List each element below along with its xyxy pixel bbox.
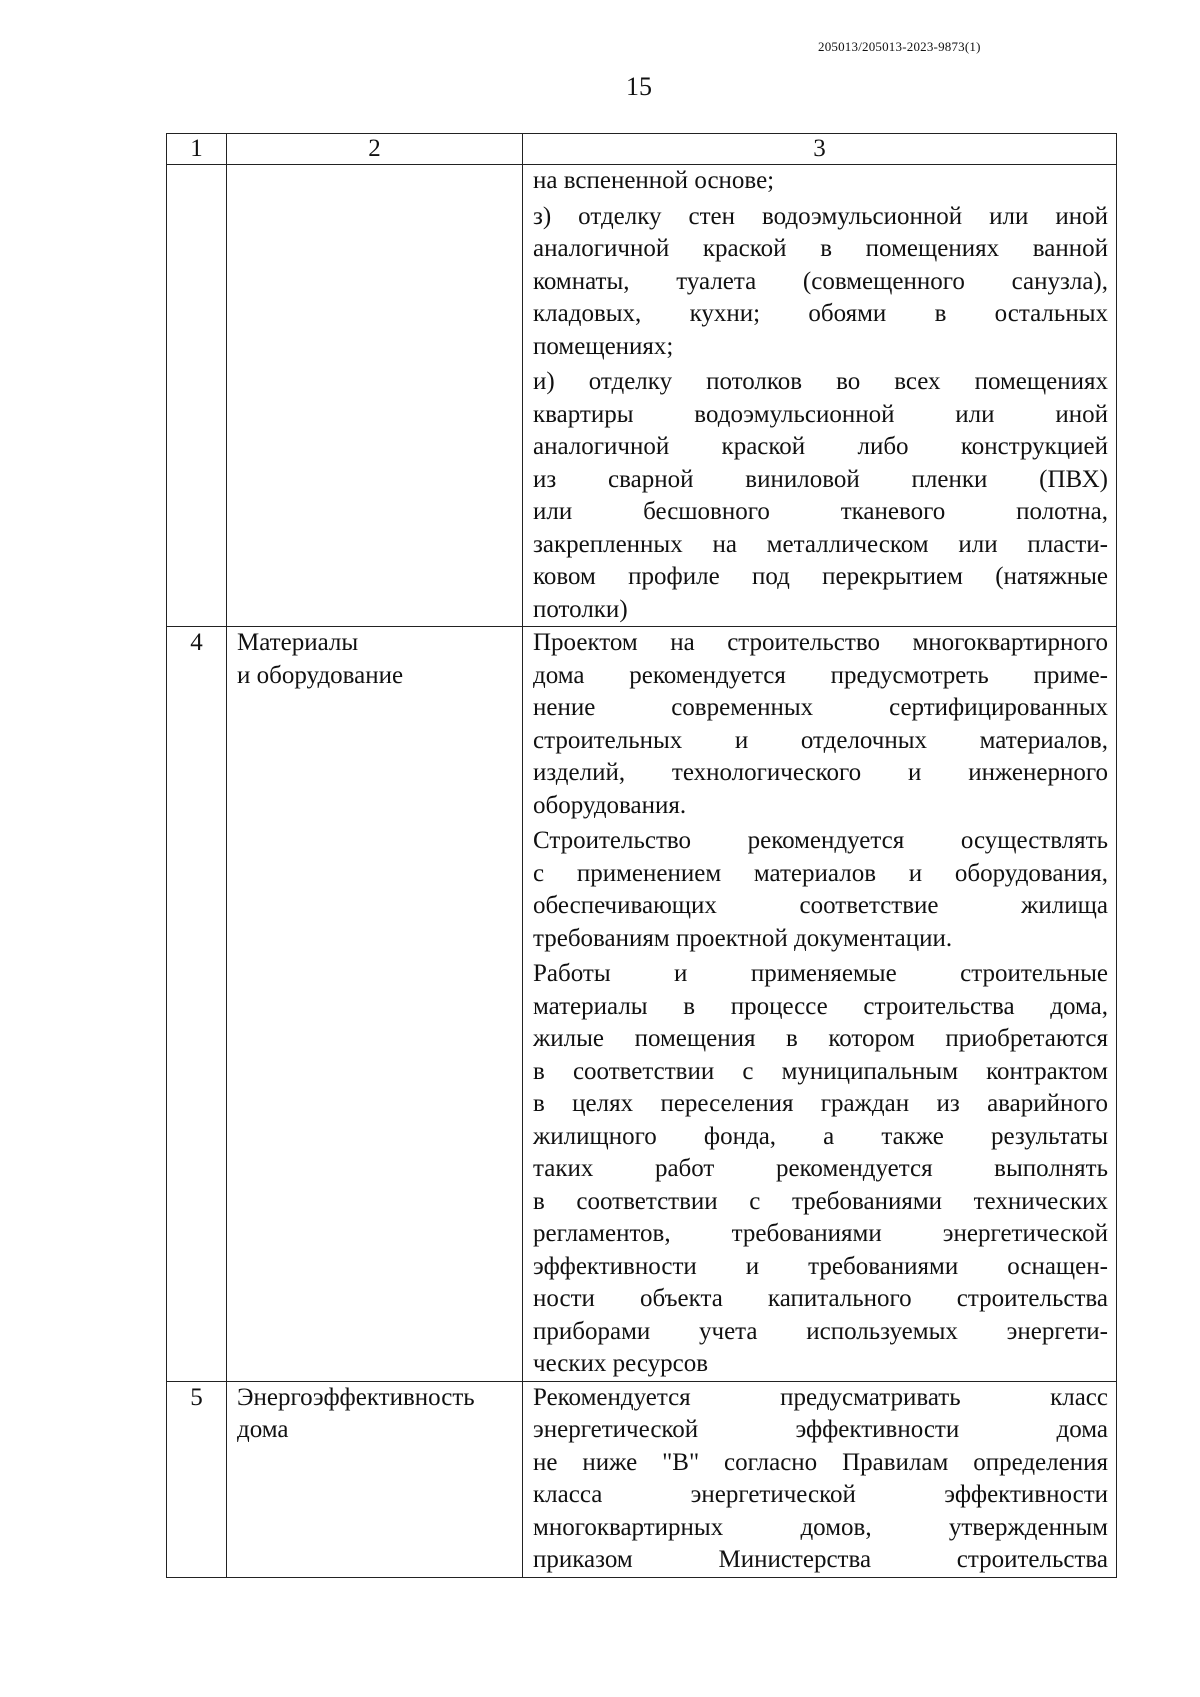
row-description bbox=[523, 165, 1117, 627]
text-line: помещениях; bbox=[533, 332, 674, 360]
paragraph bbox=[533, 201, 1108, 364]
text-line: аналогичной краской либо конструкцией bbox=[533, 433, 1108, 460]
table-row bbox=[167, 1381, 1117, 1577]
text-line: строительных и отделочных материалов, bbox=[533, 726, 1108, 754]
text-line: комнаты, туалета (совмещенного санузла), bbox=[533, 267, 1108, 295]
column-header: 3 bbox=[523, 134, 1117, 165]
text-line: не ниже "В" согласно Правилам определения bbox=[533, 1448, 1108, 1476]
text-line: жилые помещения в котором приобретаются bbox=[533, 1025, 1108, 1052]
text-line: эффективности и требованиями оснащен- bbox=[533, 1252, 1108, 1280]
text-line: изделий, технологического и инженерного bbox=[533, 759, 1108, 786]
text-line: в соответствии с требованиями технических bbox=[533, 1187, 1108, 1215]
text-line: и) отделку потолков во всех помещениях bbox=[533, 368, 1108, 395]
text-line: Проектом на строительство многоквартирного bbox=[533, 629, 1108, 656]
table-row bbox=[167, 627, 1117, 1382]
text-line: Рекомендуется предусматривать класс bbox=[533, 1383, 1108, 1411]
text-line: с применением материалов и оборудования, bbox=[533, 859, 1108, 887]
text-line: ческих ресурсов bbox=[533, 1350, 709, 1377]
text-line: требованиям проектной документации. bbox=[533, 924, 953, 952]
paragraph bbox=[533, 366, 1108, 626]
row-number bbox=[167, 165, 227, 627]
row-description bbox=[523, 627, 1117, 1382]
text-line: обеспечивающих соответствие жилища bbox=[533, 892, 1108, 919]
text-line: таких работ рекомендуется выполнять bbox=[533, 1155, 1108, 1182]
text-line: в целях переселения граждан из аварийного bbox=[533, 1090, 1108, 1117]
text-line: нение современных сертифицированных bbox=[533, 694, 1108, 721]
column-header: 2 bbox=[227, 134, 523, 165]
text-line: регламентов, требованиями энергетической bbox=[533, 1220, 1108, 1247]
text-line: з) отделку стен водоэмульсионной или иной bbox=[533, 202, 1108, 230]
text-line: Работы и применяемые строительные bbox=[533, 960, 1108, 987]
row-number: 4 bbox=[167, 627, 227, 1382]
text-line: приказом Министерства строительства bbox=[533, 1546, 1108, 1573]
text-line: или бесшовного тканевого полотна, bbox=[533, 498, 1108, 525]
table-header-row bbox=[167, 134, 1117, 165]
text-line: потолки) bbox=[533, 595, 628, 623]
text-line: энергетической эффективности дома bbox=[533, 1416, 1108, 1443]
table-row bbox=[167, 165, 1117, 627]
page-number: 15 bbox=[626, 72, 652, 101]
text-line: приборами учета используемых энергети- bbox=[533, 1317, 1108, 1345]
paragraph bbox=[533, 165, 1108, 198]
column-header: 1 bbox=[167, 134, 227, 165]
row-name-line: Материалы bbox=[237, 629, 359, 656]
text-line: Строительство рекомендуется осуществлять bbox=[533, 827, 1108, 854]
text-line: оборудования. bbox=[533, 791, 687, 819]
paragraph bbox=[533, 627, 1108, 822]
text-line: ковом профиле под перекрытием (натяжные bbox=[533, 563, 1108, 590]
text-line: многоквартирных домов, утвержденным bbox=[533, 1513, 1108, 1541]
text-line: класса энергетической эффективности bbox=[533, 1481, 1108, 1508]
row-name-line: Энергоэффективность bbox=[237, 1383, 475, 1411]
text-line: аналогичной краской в помещениях ванной bbox=[533, 235, 1108, 262]
paragraph bbox=[533, 1382, 1108, 1577]
row-name-line: и оборудование bbox=[237, 661, 404, 689]
row-description bbox=[523, 1381, 1117, 1577]
text-line: материалы в процессе строительства дома, bbox=[533, 992, 1108, 1020]
text-line: кладовых, кухни; обоями в остальных bbox=[533, 300, 1108, 327]
text-line: жилищного фонда, а также результаты bbox=[533, 1122, 1108, 1150]
text-line: из сварной виниловой пленки (ПВХ) bbox=[533, 465, 1108, 493]
text-line: на вспененной основе; bbox=[533, 167, 775, 194]
paragraph bbox=[533, 825, 1108, 955]
row-number: 5 bbox=[167, 1381, 227, 1577]
requirements-table bbox=[166, 133, 1117, 1578]
text-line: ности объекта капитального строительства bbox=[533, 1285, 1108, 1312]
text-line: квартиры водоэмульсионной или иной bbox=[533, 400, 1108, 428]
text-line: закрепленных на металлическом или пласти- bbox=[533, 530, 1108, 558]
row-name bbox=[227, 1381, 523, 1577]
row-name bbox=[227, 627, 523, 1382]
document-id: 205013/205013-2023-9873(1) bbox=[818, 39, 981, 54]
text-line: дома рекомендуется предусмотреть приме- bbox=[533, 661, 1108, 689]
text-line: в соответствии с муниципальным контрактом bbox=[533, 1057, 1108, 1085]
row-name bbox=[227, 165, 523, 627]
paragraph bbox=[533, 958, 1108, 1381]
row-name-line: дома bbox=[237, 1416, 289, 1443]
